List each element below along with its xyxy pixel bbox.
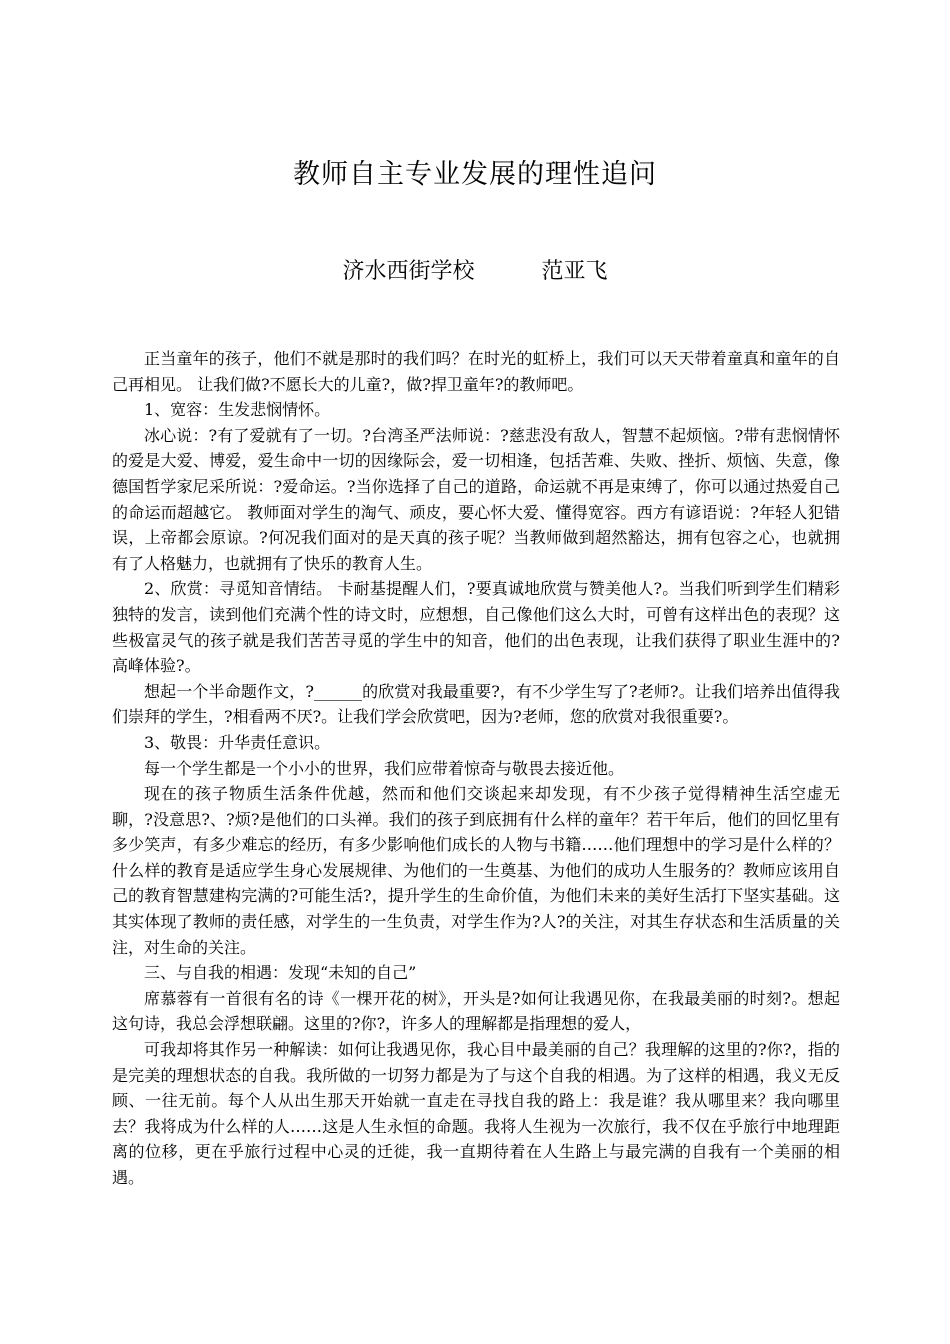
- paragraph: 席慕蓉有一首很有名的诗《一棵开花的树》，开头是?如何让我遇见你，在我最美丽的时刻?。想起这句诗，我总会浮想联翩。这里的?你?，许多人的理解都是指理想的爱人，: [112, 988, 840, 1034]
- section-heading: 三、与自我的相遇：发现“未知的自己”: [144, 963, 417, 983]
- paragraph: 每一个学生都是一个小小的世界，我们应带着惊奇与敬畏去接近他。: [144, 758, 625, 778]
- paragraph: 正当童年的孩子，他们不就是那时的我们吗？在时光的虹桥上，我们可以天天带着童真和童年的自己再相见。 让我们做?不愿长大的儿童?，做?捍卫童年?的教师吧。: [112, 349, 840, 394]
- document-title: 教师自主专业发展的理性追问: [293, 159, 657, 190]
- paragraph: 3、敬畏：升华责任意识。: [144, 732, 331, 752]
- paragraph: 冰心说：?有了爱就有了一切。?台湾圣严法师说：?慈悲没有敌人，智慧不起烦恼。?带有悲悯情怀的爱是大爱、博爱，爱生命中一切的因缘际会，爱一切相逢，包括苦难、失败、挫折、烦恼、失意，像德国哲学家尼采所说：?爱命运。?当你选择了自己的道路，命运就不再是束缚了，你可以通过热爱自己的命运而超越它。 教师面对学生的淘气、顽皮，要心怀大爱、懂得宽容。西方有谚语说：?年轻人犯错误，上帝都会原谅。?何况我们面对的是天真的孩子呢？当教师做到超然豁达，拥有包容之心，也就拥有了人格魅力，也就拥有了快乐的教育人生。: [112, 425, 840, 573]
- paragraph: 1、宽容：生发悲悯情怀。: [144, 400, 331, 420]
- paragraph: 2、欣赏：寻觅知音情结。 卡耐基提醒人们，?要真诚地欣赏与赞美他人?。当我们听到学生们精彩独特的发言，读到他们充满个性的诗文时，应想想，自己像他们这么大时，可曾有这样出色的表现？这些极富灵气的孩子就是我们苦苦寻觅的学生中的知音，他们的出色表现，让我们获得了职业生涯中的?高峰体验?。: [112, 579, 840, 676]
- author-name: 范亚飞: [541, 259, 608, 284]
- author-byline: [0, 255, 950, 289]
- paragraph: 想起一个半命题作文，?______的欣赏对我最重要?，有不少学生写了?老师?。让我们培养出值得我们崇拜的学生，?相看两不厌?。让我们学会欣赏吧，因为?老师，您的欣赏对我很重要?。: [112, 681, 840, 727]
- author-school: 济水西街学校: [342, 259, 475, 284]
- paragraph: 可我却将其作另一种解读：如何让我遇见你，我心目中最美丽的自己？我理解的这里的?你?，指的是完美的理想状态的自我。我所做的一切努力都是为了与这个自我的相遇。为了这样的相遇，我义无反顾、一往无前。每个人从出生那天开始就一直走在寻找自我的路上：我是谁？我从哪里来？我向哪里去？我将成为什么样的人……这是人生永恒的命题。我将人生视为一次旅行，我不仅在乎旅行中地理距离的位移，更在乎旅行过程中心灵的迁徙，我一直期待着在人生路上与最完满的自我有一个美丽的相遇。: [112, 1040, 840, 1187]
- document-body: [112, 346, 840, 1191]
- paragraph: 现在的孩子物质生活条件优越，然而和他们交谈起来却发现，有不少孩子觉得精神生活空虚无聊，?没意思?、?烦?是他们的口头禅。我们的孩子到底拥有什么样的童年？若干年后，他们的回忆里有多少笑声，有多少难忘的经历，有多少影响他们成长的人物与书籍……他们理想中的学习是什么样的？什么样的教育是适应学生身心发展规律、为他们的一生奠基、为他们的成功人生服务的？教师应该用自己的教育智慧建构完满的?可能生活?，提升学生的生命价值，为他们未来的美好生活打下坚实基础。这其实体现了教师的责任感，对学生的一生负责，对学生作为?人?的关注，对其生存状态和生活质量的关注，对生命的关注。: [112, 784, 840, 957]
